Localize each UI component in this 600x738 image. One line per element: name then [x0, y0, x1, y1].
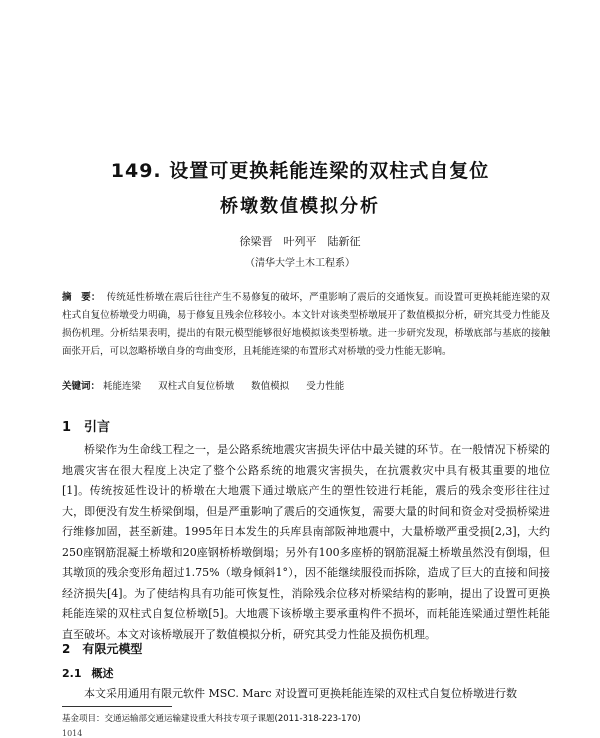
keyword: 数值模拟 — [251, 381, 290, 392]
paper-title-line1: 149. 设置可更换耗能连梁的双柱式自复位 — [110, 160, 490, 182]
footnote-divider — [62, 706, 172, 707]
authors: 徐梁晋 叶列平 陆新征 — [239, 235, 361, 248]
section-heading-intro: 1 引言 — [62, 420, 111, 435]
footnote: 基金项目：交通运输部交通运输建设重大科技专项子课题(2011-318-223-170) — [62, 714, 361, 724]
keyword: 受力性能 — [306, 381, 345, 392]
paragraph: 桥梁作为生命线工程之一，是公路系统地震灾害损失评估中最关键的环节。在一般情况下桥梁的地震灾害在很大程度上决定了整个公路系统的地震灾害损失，在抗震救灾中具有极其重要的地位[1]。传统按延性设计的桥墩在大地震下通过墩底产生的塑性铰进行耗能，震后的残余变形往往过大，即便没有发生桥梁倒塌，但是严重影响了震后的交通恢复，需要大量的时间和资金对受损桥梁进行维修加固，甚至新建。1995年日本发生的兵库县南部阪神地震中，大量桥墩严重受损[2,3]，大约250座钢筋混凝土桥墩和20座钢桥桥墩倒塌；另外有100多座桥的钢筋混凝土桥墩虽然没有倒塌，但其墩顶的残余变形角超过1.75%（墩身倾斜1°），因不能继续服役而拆除，造成了巨大的直接和间接经济损失[4]。为了使结构具有功能可恢复性，消除残余位移对桥梁结构的影响，提出了设置可更换耗能连梁的双柱式自复位桥墩[5]。大地震下该桥墩主要承重构件不损坏，而耗能连梁通过塑性耗能直至破坏。本文对该桥墩展开了数值模拟分析，研究其受力性能及损伤机理。 — [62, 443, 550, 641]
abstract-label: 摘 要： — [62, 292, 101, 303]
abstract — [62, 289, 550, 361]
keyword: 耗能连梁 — [103, 381, 142, 392]
subsection-number: 2.1 — [62, 667, 82, 680]
keywords-label: 关键词： — [62, 381, 101, 392]
keyword: 双柱式自复位桥墩 — [158, 381, 235, 392]
affiliation: （清华大学土木工程系） — [245, 258, 355, 269]
paper-title-line2: 桥墩数值模拟分析 — [220, 196, 380, 217]
subsection-title: 概述 — [91, 667, 114, 680]
section-body-fem: 本文采用通用有限元软件 MSC. Marc 对设置可更换耗能连梁的双柱式自复位桥墩进行数 — [84, 687, 518, 700]
subsection-heading — [62, 665, 124, 681]
abstract-text: 传统延性桥墩在震后往往产生不易修复的破坏，严重影响了震后的交通恢复。而设置可更换耗能连梁的双柱式自复位桥墩受力明确，易于修复且残余位移较小。本文针对该类型桥墩展开了数值模拟分析，研究其受力性能及损伤机理。分析结果表明，提出的有限元模型能够很好地模拟该类型桥墩。进一步研究发现，桥墩底部与基底的接触面张开后，可以忽略桥墩自身的弯曲变形，且耗能连梁的布置形式对桥墩的受力性能无影响。 — [62, 292, 550, 357]
section-heading-fem: 2 有限元模型 — [62, 642, 143, 656]
section-body-intro — [62, 440, 550, 645]
page-number: 1014 — [62, 729, 83, 738]
keywords — [62, 378, 550, 392]
